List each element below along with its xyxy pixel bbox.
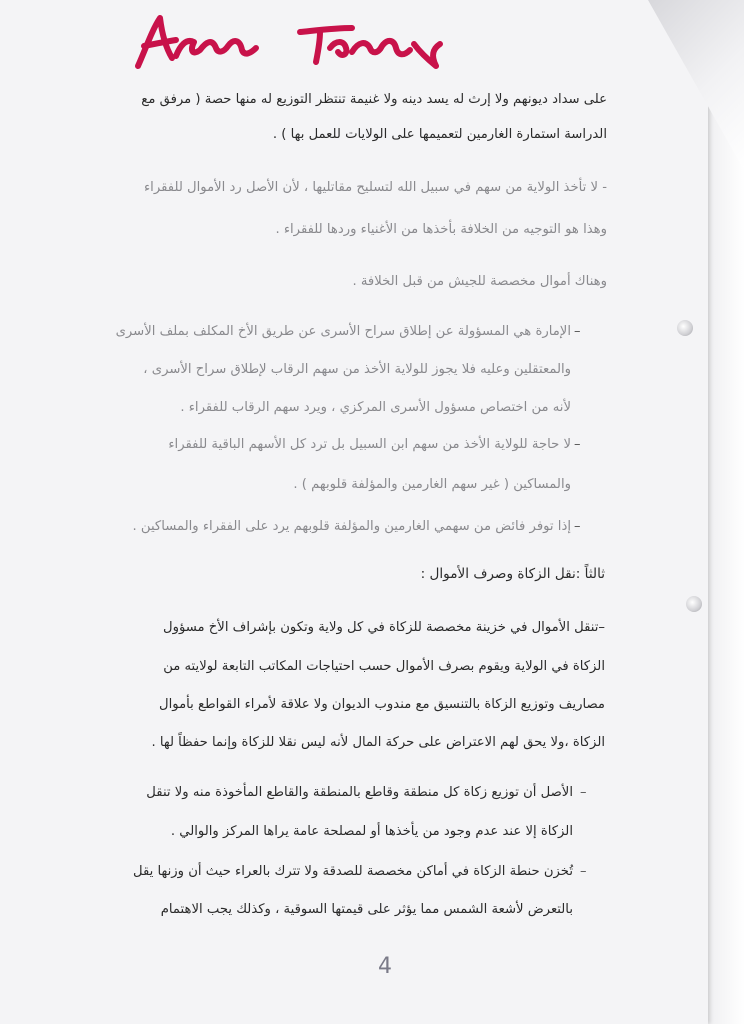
text-line: وهذا هو التوجيه من الخلافة بأخذها من الأغنياء وردها للفقراء . [275,222,607,237]
list-item: تُخزن حنطة الزكاة في أماكن مخصصة للصدقة ولا تترك بالعراء حيث أن وزنها يقل [133,864,573,879]
text-line: مصاريف وتوزيع الزكاة بالتنسيق مع مندوب الديوان ولا علاقة لأمراء القواطع بأموال [159,697,605,712]
handwritten-signature [130,8,450,78]
list-item: الإمارة هي المسؤولة عن إطلاق سراح الأسرى عن طريق الأخ المكلف بملف الأسرى [115,324,571,339]
text-line: الدراسة استمارة الغارمين لتعميمها على الولايات للعمل بها ) . [272,127,607,142]
bullet-dash: – [580,785,587,800]
list-item: بالتعرض لأشعة الشمس مما يؤثر على قيمتها السوقية ، وكذلك يجب الاهتمام [160,902,573,917]
punch-hole-bottom [686,596,702,612]
page-number: 4 [378,954,392,979]
list-item: الزكاة إلا عند عدم وجود من يأخذها أو لمصلحة عامة يراها المركز والوالي . [170,824,573,839]
list-item: الأصل أن توزيع زكاة كل منطقة وقاطع بالمنطقة والقاطع المأخوذة منه ولا تنقل [146,785,573,800]
text-line: الزكاة ،ولا يحق لهم الاعتراض على حركة المال لأنه ليس نقلا للزكاة وإنما حفظاً لها . [151,735,605,750]
bullet-dash: – [574,519,581,534]
list-item: لأنه من اختصاص مسؤول الأسرى المركزي ، ويرد سهم الرقاب للفقراء . [180,400,571,415]
text-line: على سداد ديونهم ولا إرث له يسد دينه ولا غنيمة تنتظر التوزيع له منها حصة ( مرفق مع [141,92,607,107]
punch-hole-top [677,320,693,336]
list-item: لا حاجة للولاية الأخذ من سهم ابن السبيل بل ترد كل الأسهم الباقية للفقراء [168,437,571,452]
text-line: –تنقل الأموال في خزينة مخصصة للزكاة في كل ولاية وتكون بإشراف الأخ مسؤول [163,620,605,635]
bullet-dash: – [574,437,581,452]
bullet-dash: – [574,324,581,339]
list-item: إذا توفر فائض من سهمي الغارمين والمؤلفة قلوبهم يرد على الفقراء والمساكين . [132,519,571,534]
text-line: الزكاة في الولاية ويقوم بصرف الأموال حسب احتياجات المكاتب التابعة لولايته من [163,659,605,674]
text-line: وهناك أموال مخصصة للجيش من قبل الخلافة . [352,274,607,289]
list-item: والمعتقلين وعليه فلا يجوز للولاية الأخذ من سهم الرقاب لإطلاق سراح الأسرى ، [143,362,571,377]
bullet-dash: – [580,864,587,879]
list-item: والمساكين ( غير سهم الغارمين والمؤلفة قلوبهم ) . [293,477,571,492]
text-line: - لا تأخذ الولاية من سهم في سبيل الله لتسليح مقاتليها ، لأن الأصل رد الأموال للفقراء [143,180,607,195]
section-heading: ثالثاً :نقل الزكاة وصرف الأموال : [420,566,605,582]
